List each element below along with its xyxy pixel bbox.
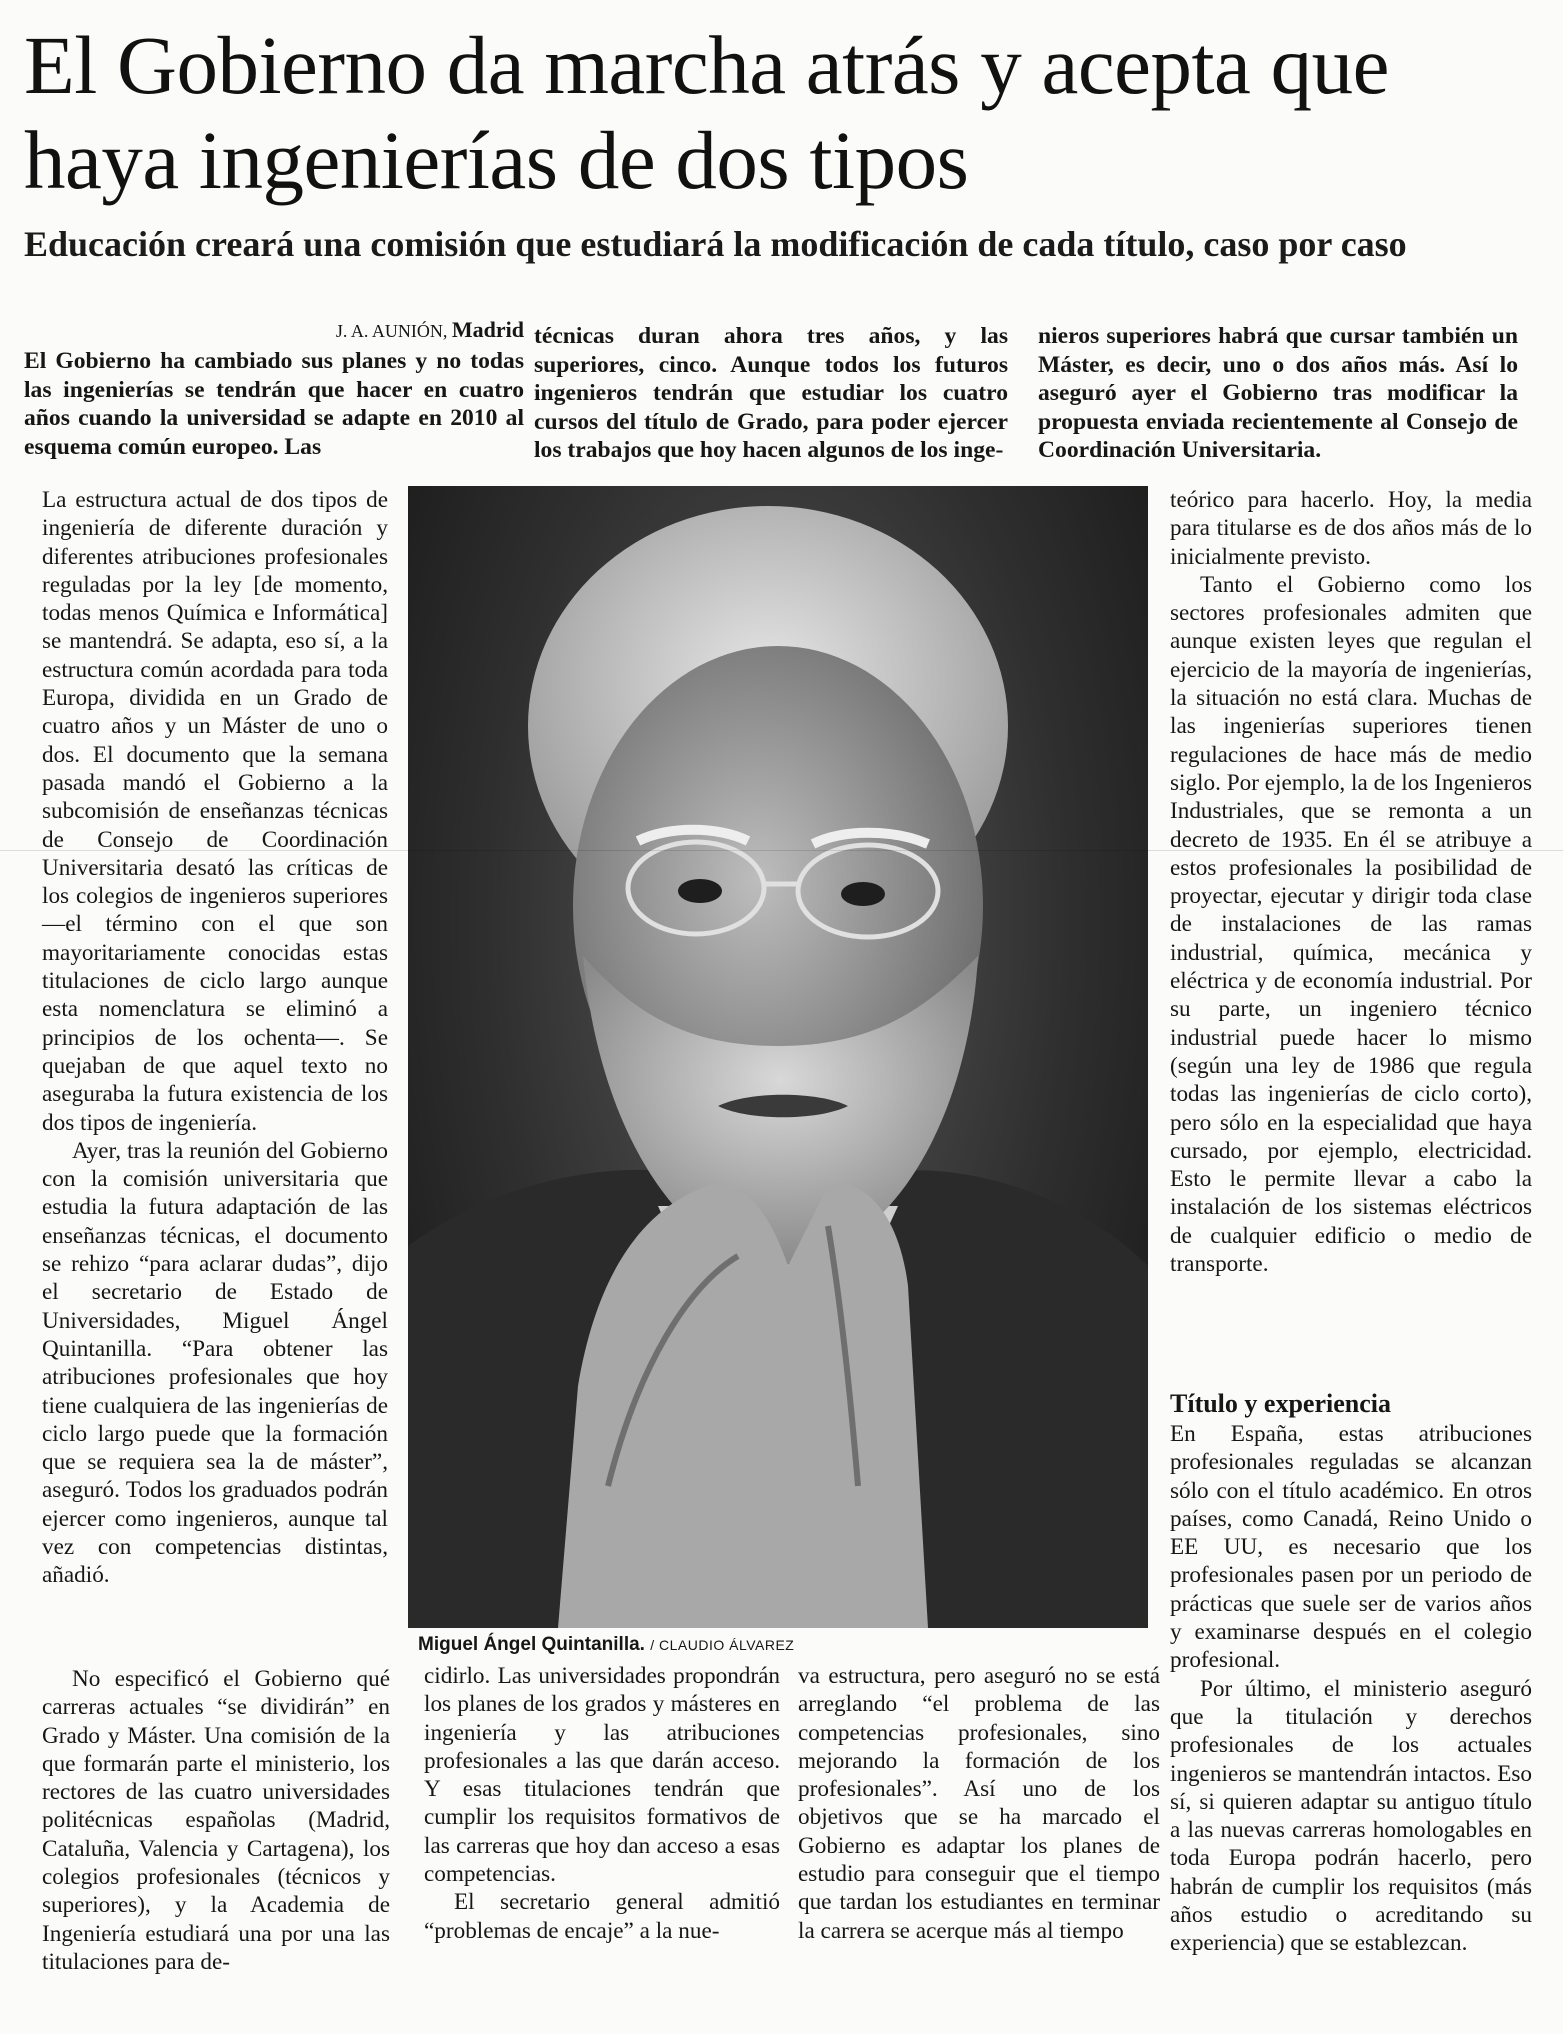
body-column-1	[42, 486, 388, 1590]
paper-fold-line	[0, 850, 1563, 851]
body-column-4	[1170, 486, 1532, 1278]
lead-column-1	[24, 318, 524, 461]
caption-name: Miguel Ángel Quintanilla.	[418, 1634, 645, 1655]
section-subtitle: Título y experiencia	[1170, 1389, 1391, 1418]
paragraph: va estructura, pero aseguró no se está arreglando “el problema de las competencias profesionales, sino mejorando la formación de los profesionales”. Así uno de los objetivos que se ha marcado el Gobierno es adaptar los planes de estudio para conseguir que el tiempo que tardan los estudiantes en terminar la carrera se acerque más al tiempo	[798, 1663, 1160, 1944]
paragraph: En España, estas atribuciones profesionales reguladas se alcanzan sólo con el título académico. En otros países, como Canadá, Reino Unido o EE UU, es necesario que los profesionales pasen por un periodo de prácticas que suele ser de varios años y examinarse después en el colegio profesional.	[1170, 1421, 1532, 1674]
paragraph: cidirlo. Las universidades propondrán los planes de los grados y másteres en ingeniería y las atribuciones profesionales a las que darán acceso. Y esas titulaciones tendrán que cumplir los requisitos formativos de las carreras que hoy dan acceso a esas competencias.	[424, 1663, 780, 1888]
paragraph: La estructura actual de dos tipos de ingeniería de diferente duración y diferentes atribuciones profesionales reguladas por la ley [de momento, todas menos Química e Informática] se mantendrá. Se adapta, eso sí, a la estructura común acordada para toda Europa, dividida en un Grado de cuatro años y un Máster de uno o dos. El documento que la semana pasada mandó el Gobierno a la subcomisión de enseñanzas técnicas de Consejo de Coordinación Universitaria desató las críticas de los colegios de ingenieros superiores —el término con el que son mayoritariamente conocidas estas titulaciones de ciclo largo aunque esta nomenclatura se eliminó a principios de los ochenta—. Se quejaban de que aquel texto no aseguraba la futura existencia de los dos tipos de ingeniería.	[42, 487, 388, 1136]
headline: El Gobierno da marcha atrás y acepta que haya ingenierías de dos tipos	[24, 19, 1389, 206]
portrait-illustration	[408, 486, 1148, 1628]
body-column-3-bottom	[798, 1662, 1160, 1945]
paragraph: Ayer, tras la reunión del Gobierno con la comisión universitaria que estudia la futura adaptación de las enseñanzas técnicas, el documento se rehizo “para aclarar dudas”, dijo el secretario de Estado de Universidades, Miguel Ángel Quintanilla. “Para obtener las atribuciones profesionales que hoy tiene cualquiera de las ingenierías de ciclo largo puede que la formación que se requiera sea la de máster”, aseguró. Todos los graduados podrán ejercer como ingenieros, aunque tal vez con competencias distintas, añadió.	[42, 1137, 388, 1589]
caption-credit: / CLAUDIO ÁLVAREZ	[650, 1637, 795, 1653]
subheadline: Educación creará una comisión que estudiará la modificación de cada título, caso por caso	[24, 224, 1407, 264]
byline	[24, 318, 524, 343]
body-column-4-bottom	[1170, 1388, 1532, 1958]
photo-caption	[418, 1632, 1148, 1658]
body-column-1-bottom	[42, 1665, 390, 1976]
lead-column-2: técnicas duran ahora tres años, y las superiores, cinco. Aunque todos los futuros ingenieros tendrán que estudiar los cuatro cursos del título de Grado, para poder ejercer los trabajos que hoy hacen algunos de los inge-	[534, 323, 1008, 464]
paragraph: El secretario general admitió “problemas de encaje” a la nue-	[424, 1889, 780, 1944]
paragraph: Tanto el Gobierno como los sectores profesionales admiten que aunque existen leyes que regulan el ejercicio de la mayoría de ingenierías, la situación no está clara. Muchas de las ingenierías superiores tienen regulaciones de hace más de medio siglo. Por ejemplo, la de los Ingenieros Industriales, que se remonta a un decreto de 1935. En él se atribuye a estos profesionales la posibilidad de proyectar, ejecutar y dirigir toda clase de instalaciones de las ramas industrial, química, mecánica y eléctrica y de economía industrial. Por su parte, un ingeniero técnico industrial puede hacer lo mismo (según una ley de 1986 que regula todas las ingenierías de ciclo corto), pero sólo en la especialidad que haya cursado, por ejemplo, electricidad. Esto le permite llevar a cabo la instalación de los sistemas eléctricos de cualquier edificio o medio de transporte.	[1170, 571, 1532, 1278]
byline-author: J. A. AUNIÓN,	[335, 321, 448, 341]
body-column-2-bottom	[424, 1662, 780, 1945]
portrait-photo	[408, 486, 1148, 1628]
lead-column-3: nieros superiores habrá que cursar también un Máster, es decir, uno o dos años más. Así lo aseguró ayer el Gobierno tras modificar la propuesta enviada recientemente al Consejo de Coordinación Universitaria.	[1038, 323, 1518, 464]
paragraph: teórico para hacerlo. Hoy, la media para titularse es de dos años más de lo inicialmente previsto.	[1170, 487, 1532, 570]
byline-city: Madrid	[451, 317, 524, 342]
lead-text-1: El Gobierno ha cambiado sus planes y no todas las ingenierías se tendrán que hacer en cuatro años cuando la universidad se adapte en 2010 al esquema común europeo. Las	[24, 348, 524, 460]
paragraph: Por último, el ministerio aseguró que la titulación y derechos profesionales de los actuales ingenieros se mantendrán intactos. Eso sí, si quieren adaptar su antiguo título a las nuevas carreras homologables en toda Europa podrán hacerlo, pero habrán de cumplir los requisitos (más años estudio o acreditando su experiencia) que se establezcan.	[1170, 1675, 1532, 1957]
paragraph: No especificó el Gobierno qué carreras actuales “se dividirán” en Grado y Máster. Una comisión de la que formarán parte el ministerio, los rectores de las cuatro universidades politécnicas españolas (Madrid, Cataluña, Valencia y Cartagena), los colegios profesionales (técnicos y superiores), y la Academia de Ingeniería estudiará una por una las titulaciones para de-	[42, 1666, 390, 1975]
